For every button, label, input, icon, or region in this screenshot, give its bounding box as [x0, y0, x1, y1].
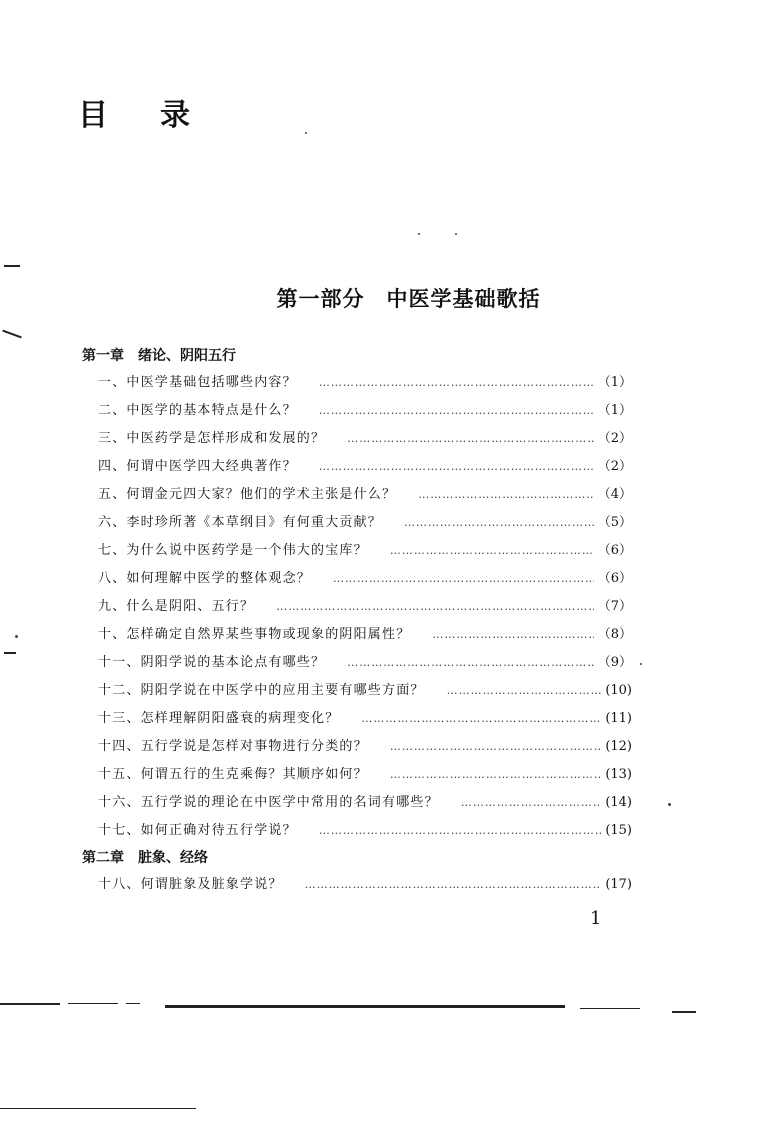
- speck: [15, 635, 18, 638]
- dot-leader: [319, 817, 602, 845]
- table-of-contents: [82, 343, 632, 899]
- toc-entry: [82, 453, 632, 481]
- dot-leader: [305, 871, 602, 899]
- toc-entry: [82, 565, 632, 593]
- entry-title: 一、中医学基础包括哪些内容？: [98, 375, 297, 390]
- entry-title: 三、中医药学是怎样形成和发展的？: [98, 431, 326, 446]
- chapter-number: 第一章: [82, 348, 124, 364]
- entry-title: 八、如何理解中医学的整体观念？: [98, 571, 312, 586]
- toc-entry: [82, 509, 632, 537]
- toc-entry: [82, 621, 632, 649]
- entry-title: 七、为什么说中医药学是一个伟大的宝库？: [98, 543, 368, 558]
- bottom-rule: [672, 1011, 696, 1013]
- entry-title: 十、怎样确定自然界某些事物或现象的阴阳属性？: [98, 627, 411, 642]
- entry-title: 十六、五行学说的理论在中医学中常用的名词有哪些？: [98, 795, 439, 810]
- part-number: 第一部分: [276, 286, 365, 311]
- toc-entry: [82, 789, 632, 817]
- toc-entry: [82, 871, 632, 899]
- speck: [668, 803, 671, 806]
- dot-leader: [319, 397, 594, 425]
- speck: [640, 663, 642, 665]
- dot-leader: [404, 509, 594, 537]
- margin-mark: [4, 652, 16, 654]
- toc-entry: [82, 537, 632, 565]
- chapter-title: 脏象、经络: [138, 850, 208, 866]
- entry-page: （2）: [597, 459, 632, 474]
- entry-title: 六、李时珍所著《本草纲目》有何重大贡献？: [98, 515, 383, 530]
- bottom-rule: [0, 1108, 196, 1109]
- bottom-rule: [165, 1005, 565, 1008]
- page-title: 目录: [78, 98, 242, 133]
- toc-entry: [82, 817, 632, 845]
- bottom-rule: [580, 1008, 640, 1009]
- entry-page: （6）: [597, 571, 632, 586]
- entry-title: 四、何谓中医学四大经典著作？: [98, 459, 297, 474]
- dot-leader: [347, 425, 594, 453]
- entry-page: （1）: [597, 375, 632, 390]
- dot-leader: [390, 761, 602, 789]
- dot-leader: [347, 649, 594, 677]
- toc-entry: [82, 425, 632, 453]
- bottom-rule: [126, 1003, 140, 1004]
- entry-title: 九、什么是阴阳、五行？: [98, 599, 255, 614]
- chapter-heading: [82, 845, 632, 871]
- entry-title: 十七、如何正确对待五行学说？: [98, 823, 297, 838]
- bottom-rule: [68, 1003, 118, 1004]
- entry-title: 十二、阴阳学说在中医学中的应用主要有哪些方面？: [98, 683, 425, 698]
- entry-page: （8）: [597, 627, 632, 642]
- entry-title: 十四、五行学说是怎样对事物进行分类的？: [98, 739, 368, 754]
- dot-leader: [333, 565, 594, 593]
- dot-leader: [390, 537, 594, 565]
- entry-title: 五、何谓金元四大家？他们的学术主张是什么？: [98, 487, 397, 502]
- entry-page: (17): [605, 877, 632, 892]
- speck: [305, 132, 307, 134]
- entry-title: 十八、何谓脏象及脏象学说？: [98, 877, 283, 892]
- entry-title: 十一、阴阳学说的基本论点有哪些？: [98, 655, 326, 670]
- entry-page: (10): [605, 683, 632, 698]
- toc-entry: [82, 761, 632, 789]
- toc-entry: [82, 369, 632, 397]
- entry-page: (12): [605, 739, 632, 754]
- entry-page: （9）: [597, 655, 632, 670]
- dot-leader: [319, 453, 594, 481]
- toc-entry: [82, 481, 632, 509]
- dot-leader: [447, 677, 602, 705]
- dot-leader: [418, 481, 594, 509]
- toc-entry: [82, 677, 632, 705]
- dot-leader: [432, 621, 593, 649]
- dot-leader: [390, 733, 602, 761]
- margin-mark: [4, 265, 20, 267]
- entry-page: (15): [605, 823, 632, 838]
- toc-entry: [82, 705, 632, 733]
- entry-page: (11): [605, 711, 632, 726]
- entry-page: （2）: [597, 431, 632, 446]
- entry-page: (13): [605, 767, 632, 782]
- bottom-rule: [0, 1003, 60, 1005]
- entry-page: (14): [605, 795, 632, 810]
- entry-page: （1）: [597, 403, 632, 418]
- entry-page: （6）: [597, 543, 632, 558]
- part-name: 中医学基础歌括: [386, 286, 541, 311]
- toc-entry: [82, 397, 632, 425]
- entry-title: 十五、何谓五行的生克乘侮？其顺序如何？: [98, 767, 368, 782]
- toc-entry: [82, 593, 632, 621]
- margin-mark: [2, 330, 21, 339]
- entry-page: （7）: [597, 599, 632, 614]
- entry-page: （5）: [597, 515, 632, 530]
- entry-page: （4）: [597, 487, 632, 502]
- page-number: 1: [590, 908, 602, 929]
- speck: [455, 233, 457, 235]
- chapter-heading: [82, 343, 632, 369]
- dot-leader: [319, 369, 594, 397]
- toc-entry: [82, 733, 632, 761]
- chapter-title: 绪论、阴阳五行: [138, 348, 236, 364]
- part-title: [0, 283, 777, 313]
- speck: [418, 233, 420, 235]
- entry-title: 十三、怎样理解阴阳盛衰的病理变化？: [98, 711, 340, 726]
- chapter-number: 第二章: [82, 850, 124, 866]
- entry-title: 二、中医学的基本特点是什么？: [98, 403, 297, 418]
- dot-leader: [276, 593, 594, 621]
- dot-leader: [361, 705, 601, 733]
- toc-entry: [82, 649, 632, 677]
- dot-leader: [461, 789, 602, 817]
